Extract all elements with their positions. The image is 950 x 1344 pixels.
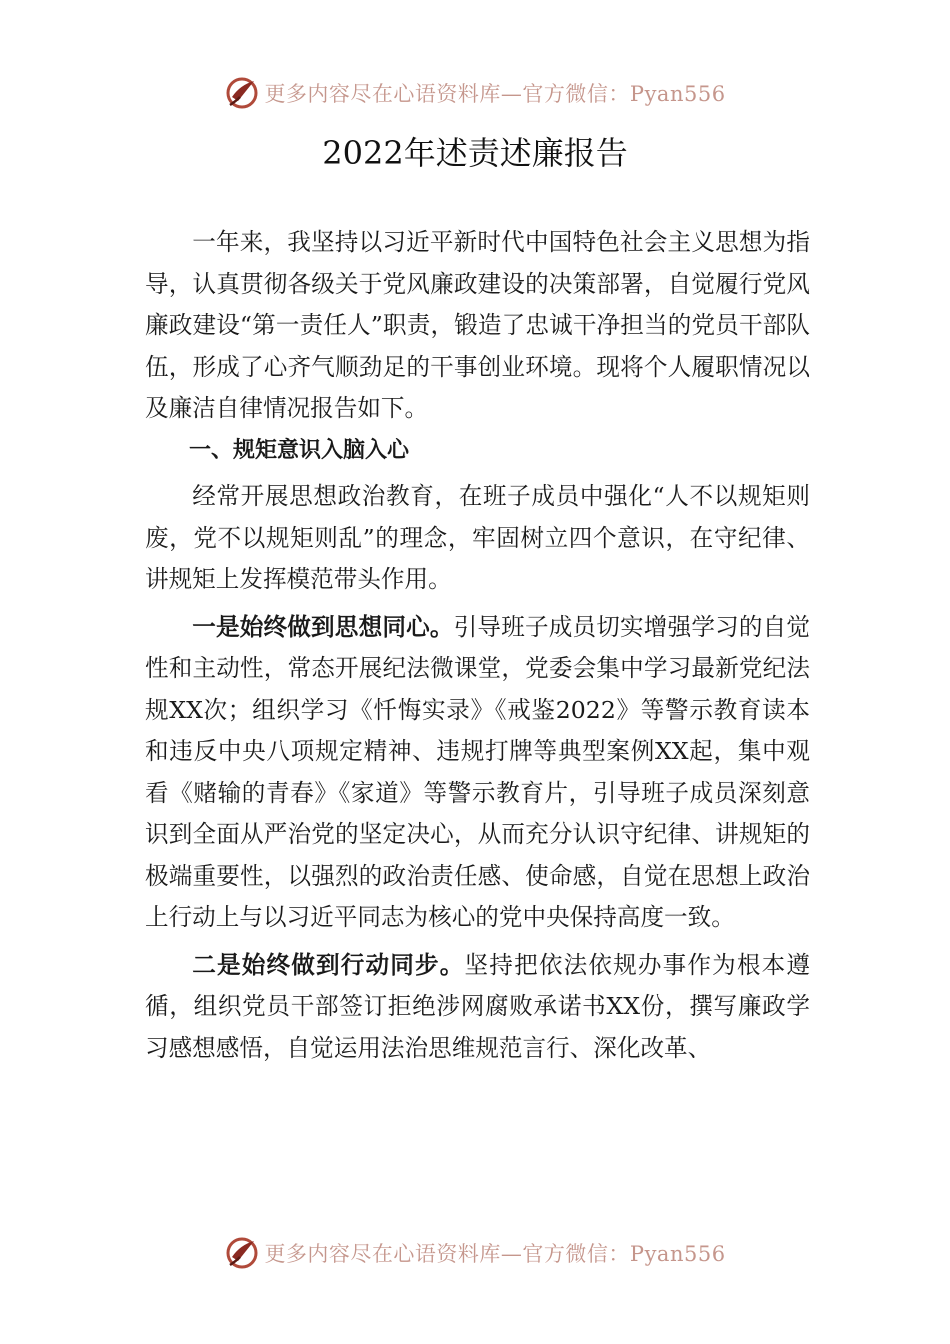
point-one-paragraph <box>145 607 810 939</box>
point-two-paragraph <box>145 945 810 1070</box>
document-title: 2022年述责述廉报告 <box>322 134 628 172</box>
document-body <box>145 222 810 1069</box>
section-intro-paragraph: 经常开展思想政治教育，在班子成员中强化“人不以规矩则废，党不以规矩则乱”的理念，牢固树立四个意识，在守纪律、讲规矩上发挥模范带头作用。 <box>145 482 810 593</box>
point-two-body: 坚持把依法依规办事作为根本遵循，组织党员干部签订拒绝涉网腐败承诺书XX份，撰写廉政学习感想感悟，自觉运用法治思维规范言行、深化改革、 <box>145 950 811 1062</box>
watermark-text: 更多内容尽在心语资料库—官方微信：Pyan556 <box>264 82 726 106</box>
watermark-text: 更多内容尽在心语资料库—官方微信：Pyan556 <box>264 1242 726 1266</box>
point-one-body: 引导班子成员切实增强学习的自觉性和主动性，常态开展纪法微课堂，党委会集中学习最新党纪法规XX次；组织学习《忏悔实录》《戒鉴2022》等警示教育读本和违反中央八项规定精神、违规打牌等典型案例XX起，集中观看《赌输的青春》《家道》等警示教育片，引导班子成员深刻意识到全面从严治党的坚定决心，从而充分认识守纪律、讲规矩的极端重要性，以强烈的政治责任感、使命感，自觉在思想上政治上行动上与以习近平同志为核心的党中央保持高度一致。 <box>145 612 811 931</box>
point-one-lead: 一是始终做到思想同心。 <box>192 612 454 641</box>
section-heading: 一、规矩意识入脑入心 <box>189 437 410 463</box>
point-two-lead: 二是始终做到行动同步。 <box>192 950 465 979</box>
watermark-banner-top <box>0 73 950 113</box>
intro-paragraph: 一年来，我坚持以习近平新时代中国特色社会主义思想为指导，认真贯彻各级关于党风廉政建设的决策部署，自觉履行党风廉政建设“第一责任人”职责，锻造了忠诚干净担当的党员干部队伍，形成了心齐气顺劲足的干事创业环境。现将个人履职情况以及廉洁自律情况报告如下。 <box>145 228 810 422</box>
brush-logo-icon <box>224 1235 260 1271</box>
brush-logo-icon <box>224 75 260 111</box>
watermark-banner-bottom <box>0 1233 950 1273</box>
